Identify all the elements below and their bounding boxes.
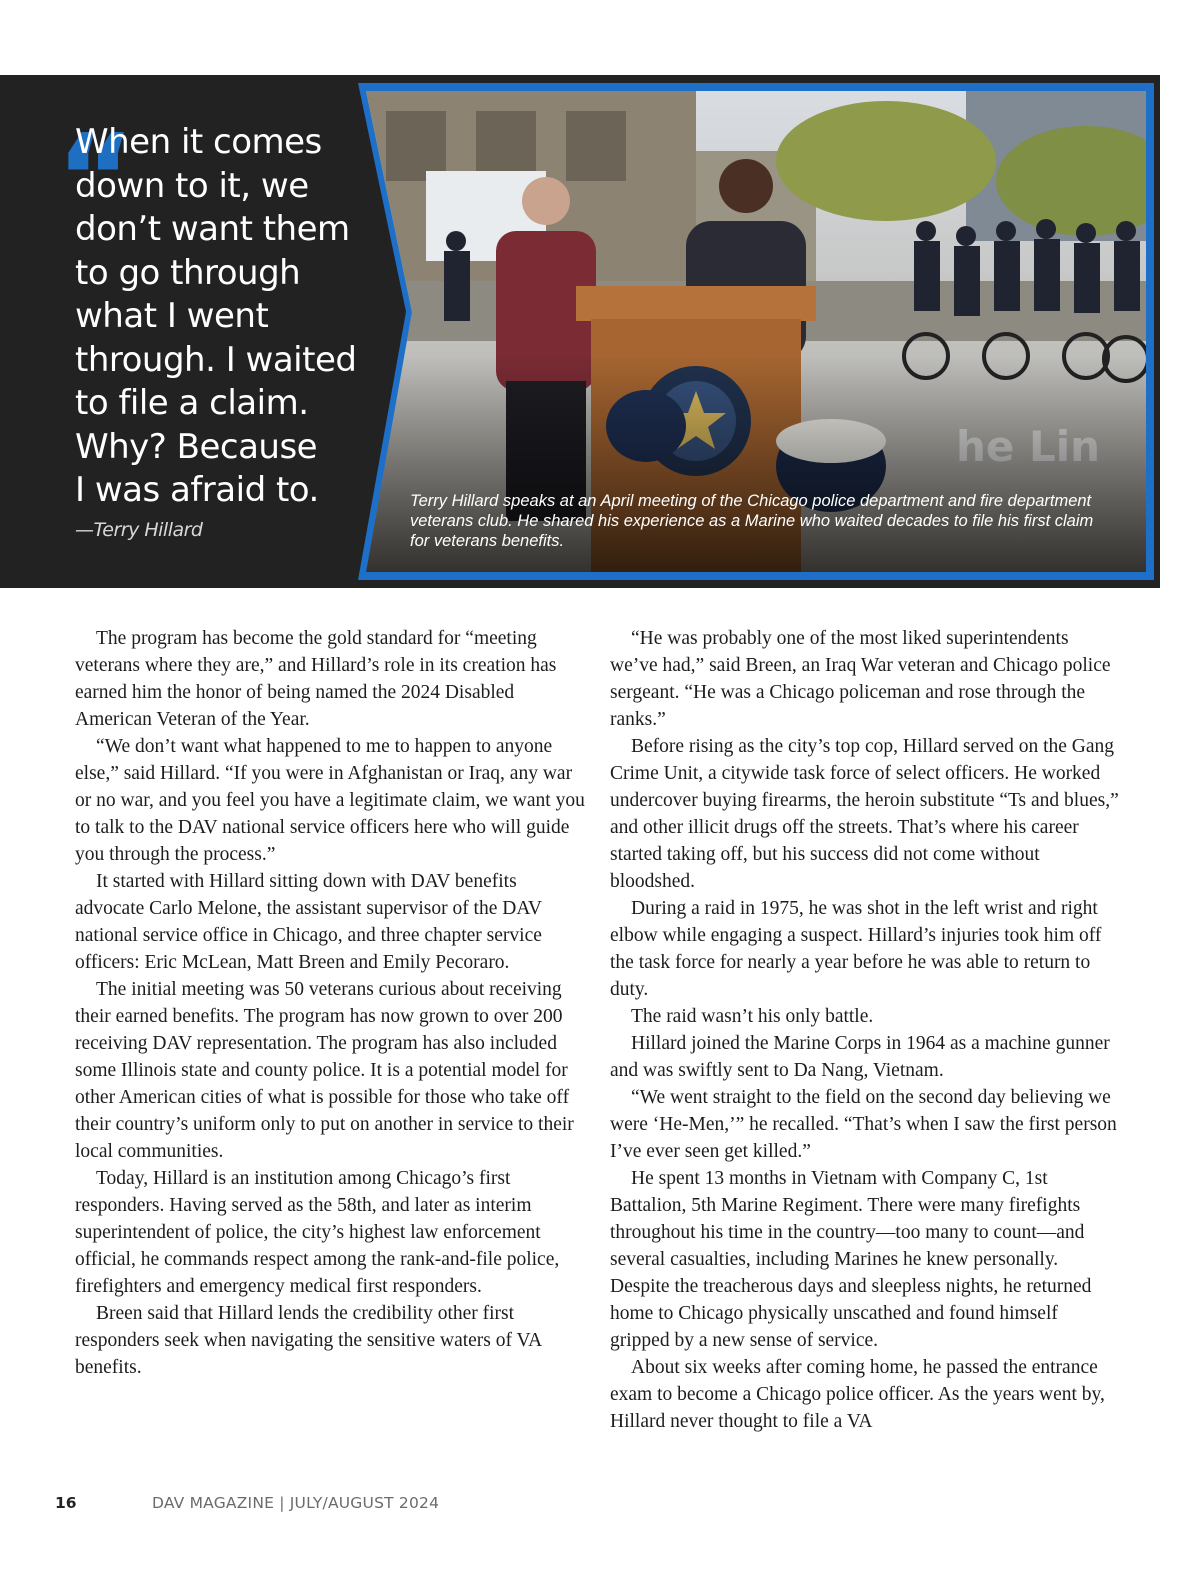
article-column-left [75,625,585,1381]
quote-mark-icon: “ [56,110,135,249]
paragraph: The program has become the gold standard for “meeting veterans where they are,” and Hillard’s role in its creation has earned him the honor of being named the 2024 Disabled American Veteran of the Year. [75,628,557,730]
paragraph: “We don’t want what happened to me to happen to anyone else,” said Hillard. “If you were in Afghanistan or Iraq, any war or no war, and you feel you have a legitimate claim, we want you to talk to the DAV national service officers here who will guide you through the process.” [75,736,585,865]
photo-caption: Terry Hillard speaks at an April meeting of the Chicago police department and fire department veterans club. He shared his experience as a Marine who waited decades to file his first claim for veterans benefits. [410,492,1094,550]
paragraph: Breen said that Hillard lends the credibility other first responders seek when navigating the sensitive waters of VA benefits. [75,1303,542,1378]
paragraph: “He was probably one of the most liked superintendents we’ve had,” said Breen, an Iraq War veteran and Chicago police sergeant. “He was a Chicago policeman and rose through the ranks.” [610,628,1111,730]
paragraph: The raid wasn’t his only battle. [631,1006,874,1027]
paragraph: During a raid in 1975, he was shot in the left wrist and right elbow while engaging a suspect. Hillard’s injuries took him off the task force for nearly a year before he was able to return to duty. [610,898,1102,1000]
paragraph: It started with Hillard sitting down with DAV benefits advocate Carlo Melone, the assistant supervisor of the DAV national service office in Chicago, and three chapter service officers: Eric McLean, Matt Breen and Emily Pecoraro. [75,871,542,973]
pull-quote-text: When it comes down to it, we don’t want them to go through what I went through. I waited to file a claim. Why? Because I was afraid to. [75,122,357,510]
publication-title: DAV MAGAZINE | JULY/AUGUST 2024 [152,1494,440,1512]
paragraph: Hillard joined the Marine Corps in 1964 as a machine gunner and was swiftly sent to Da Nang, Vietnam. [610,1033,1110,1081]
article-column-right [610,625,1120,1435]
paragraph: About six weeks after coming home, he passed the entrance exam to become a Chicago police officer. As the years went by, Hillard never thought to file a VA [610,1357,1105,1432]
paragraph: The initial meeting was 50 veterans curious about receiving their earned benefits. The program has now grown to over 200 receiving DAV representation. The program has also included some Illinois state and county police. It is a potential model for other American cities of what is possible for those who take off their country’s uniform only to put on another in service to their local communities. [75,979,574,1162]
page-number: 16 [55,1494,77,1512]
pull-quote-banner [0,75,1160,588]
pull-quote-attribution: —Terry Hillard [75,519,203,541]
paragraph: “We went straight to the field on the second day believing we were ‘He-Men,’” he recalled. “That’s when I saw the first person I’ve ever seen get killed.” [610,1087,1117,1162]
paragraph: Today, Hillard is an institution among Chicago’s first responders. Having served as the 58th, and later as interim superintendent of police, the city’s highest law enforcement official, he commands respect among the rank-and-file police, firefighters and emergency medical first responders. [75,1168,560,1297]
paragraph: He spent 13 months in Vietnam with Company C, 1st Battalion, 5th Marine Regiment. There were many firefights throughout his time in the country—too many to count—and several casualties, including Marines he knew personally. Despite the treacherous days and sleepless nights, he returned home to Chicago physically unscathed and found himself gripped by a new sense of service. [610,1168,1092,1351]
paragraph: Before rising as the city’s top cop, Hillard served on the Gang Crime Unit, a citywide task force of select officers. He worked undercover buying firearms, the heroin substitute “Ts and blues,” and other illicit drugs off the streets. That’s where his career started taking off, but his success did not come without bloodshed. [610,736,1119,892]
